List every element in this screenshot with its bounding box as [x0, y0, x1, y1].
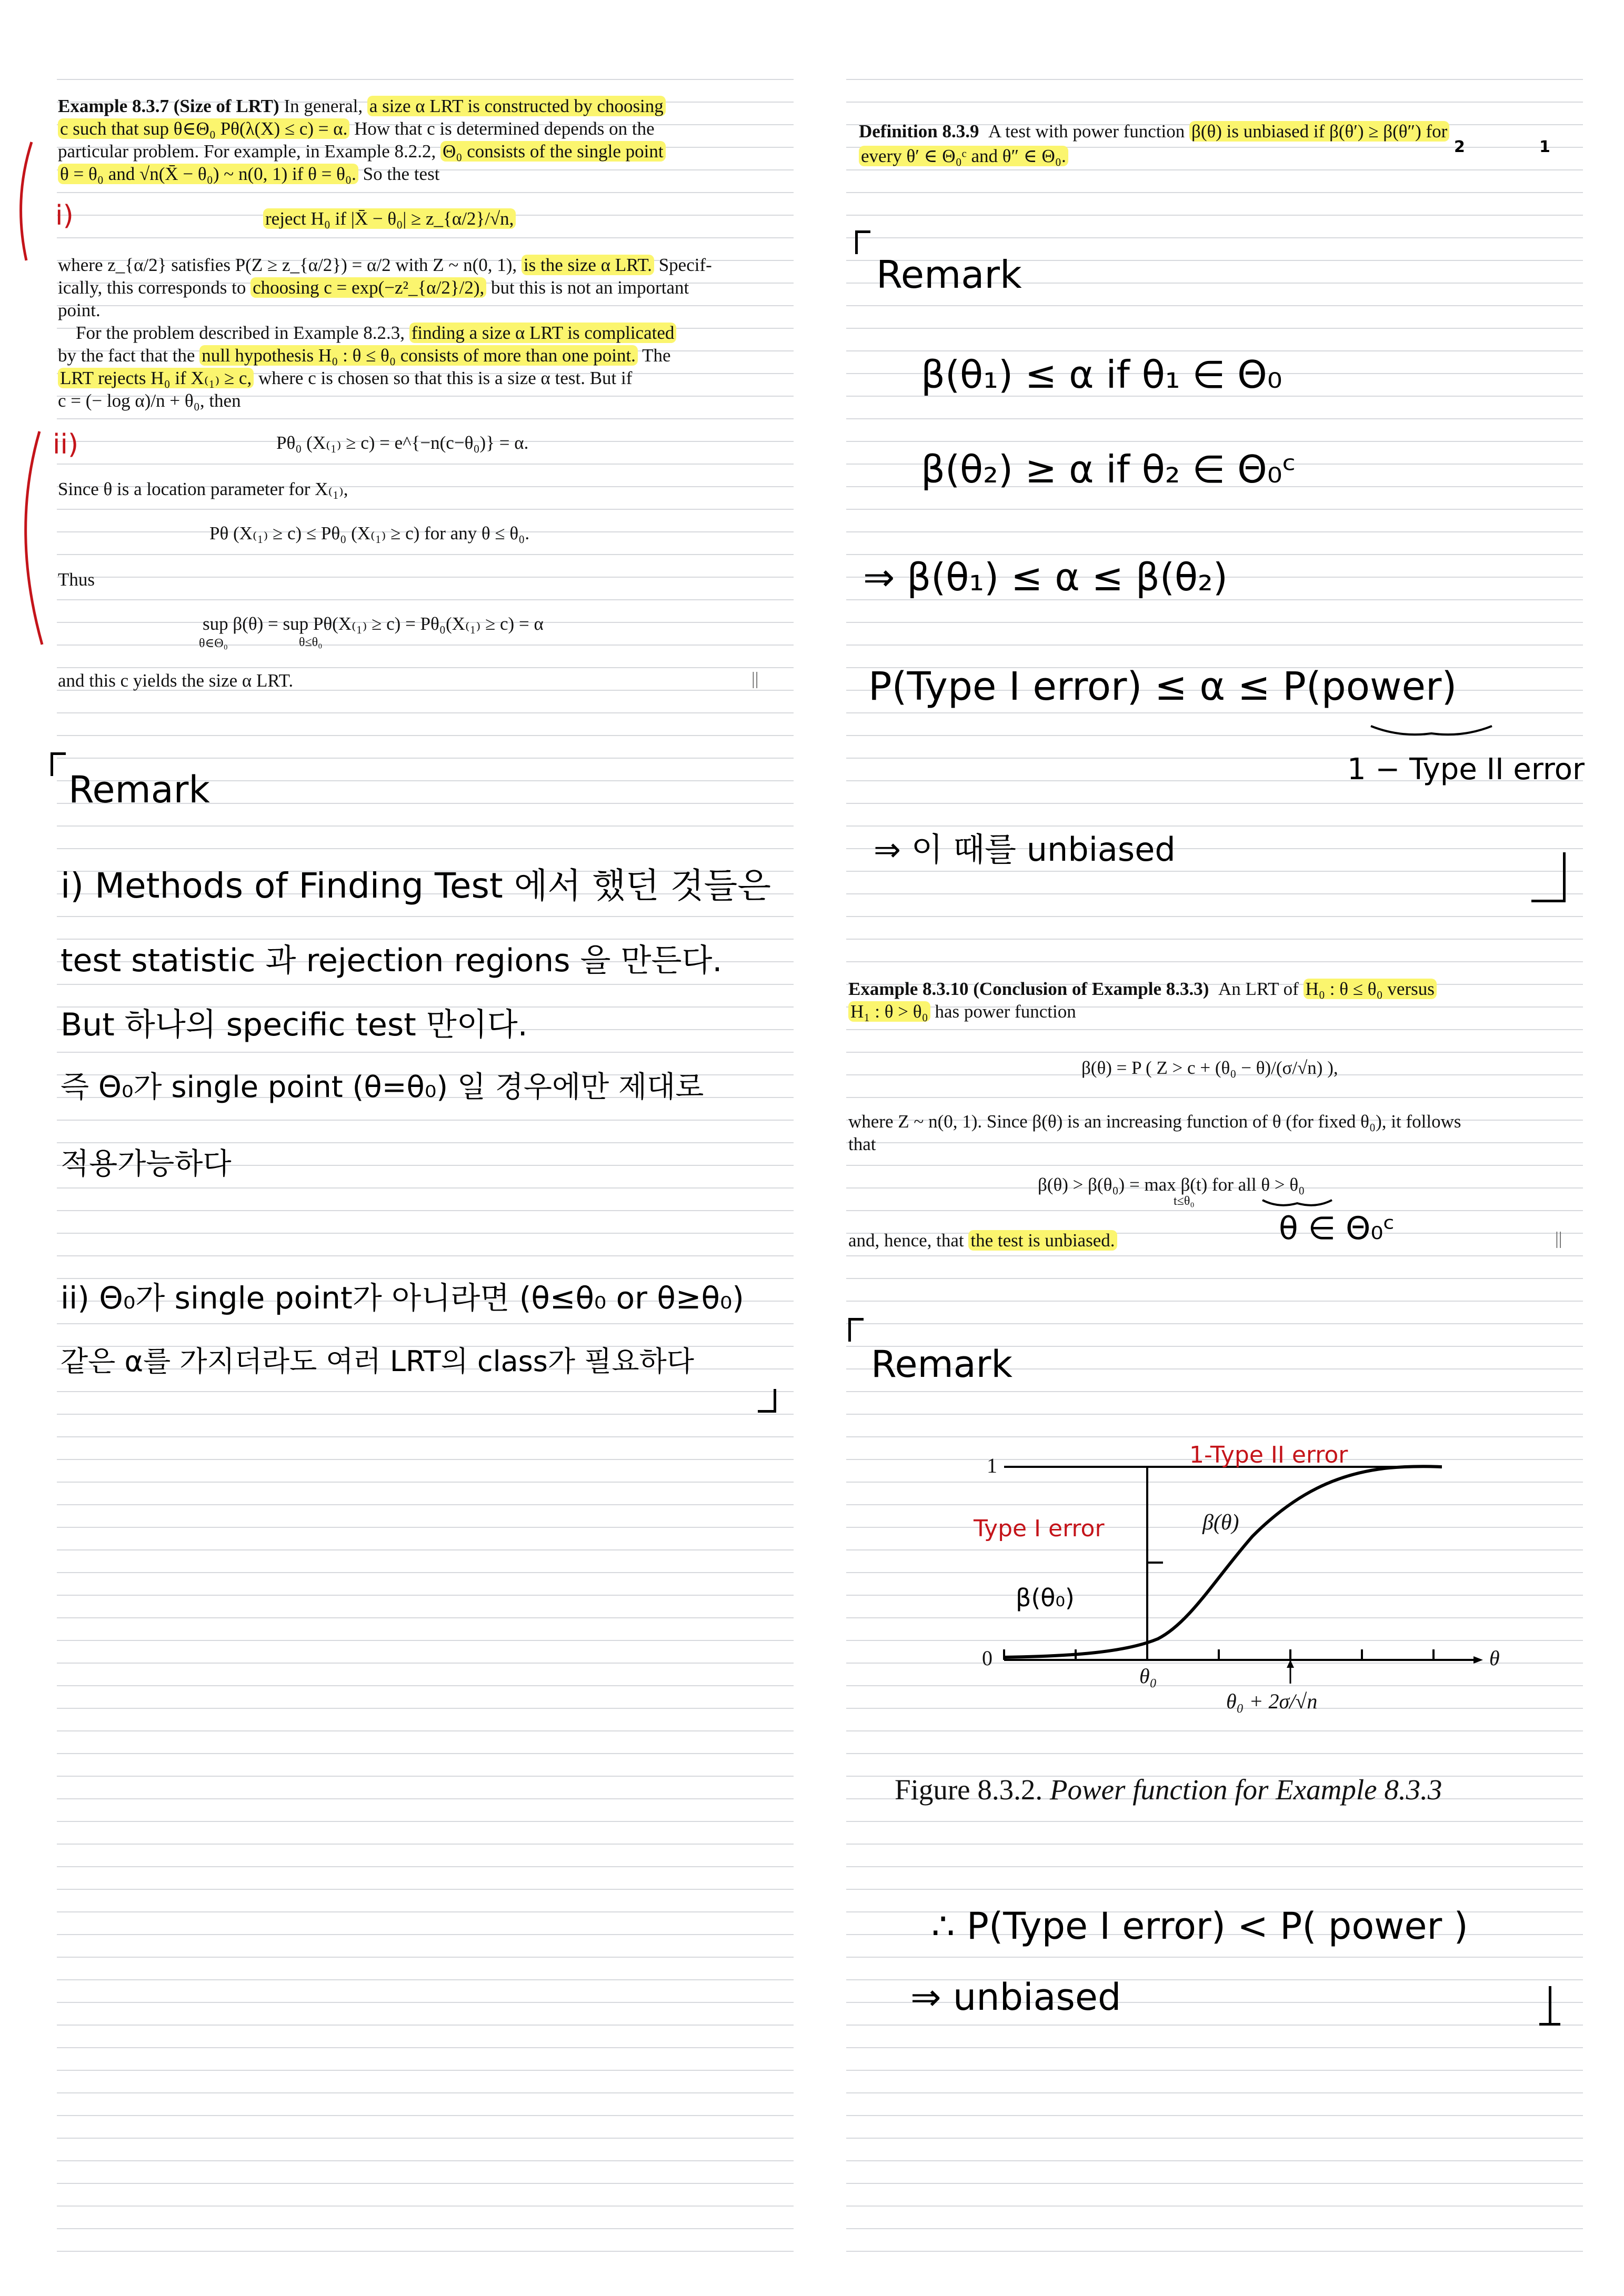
sup-subscript-1: θ∈Θ₀ [199, 637, 228, 650]
ruled-line [57, 916, 794, 917]
caption-text: Power function for Example 8.3.3 [1049, 1774, 1442, 1806]
ruled-line [846, 531, 1583, 532]
theta0-label: θ₀ [1139, 1664, 1157, 1688]
conclusion-line-1: ∴ P(Type I error) < P( power ) [931, 1905, 1468, 1948]
left-remark-line-1: i) Methods of Finding Test 에서 했던 것들은 [61, 865, 771, 906]
right-remark-2-title: Remark [871, 1343, 1013, 1386]
ruled-line [57, 237, 794, 238]
right-remark-1-line-3: ⇒ β(θ₁) ≤ α ≤ β(θ₂) [863, 555, 1228, 599]
ruled-line [846, 961, 1583, 962]
ruled-line [57, 1595, 794, 1596]
highlight: the test is unbiased. [968, 1230, 1117, 1251]
ruled-line [846, 102, 1583, 103]
highlight: a size α LRT is constructed by choosing [367, 96, 666, 116]
ruled-line [57, 735, 794, 736]
example-title: Example 8.3.7 (Size of LRT) [58, 96, 279, 116]
ruled-line [846, 1866, 1583, 1867]
ruled-line [57, 464, 794, 465]
ruled-line [57, 2047, 794, 2048]
ruled-line [57, 2251, 794, 2252]
ruled-line [846, 2092, 1583, 2093]
text: particular problem. For example, in Example 8.2.2, [58, 141, 436, 162]
end-of-example-mark: || [751, 669, 759, 689]
ruled-line [57, 2160, 794, 2161]
text: and, hence, that [848, 1230, 964, 1251]
ruled-line [846, 2115, 1583, 2116]
figure-caption [895, 1773, 1442, 1806]
ruled-line [846, 1821, 1583, 1822]
ruled-line [57, 1120, 794, 1121]
ruled-line [57, 2002, 794, 2003]
ruled-line [846, 1391, 1583, 1392]
ruled-line [846, 441, 1583, 442]
right-remark-1-line-1: β(θ₁) ≤ α if θ₁ ∈ Θ₀ [921, 353, 1282, 397]
text: A test with power function [988, 121, 1185, 142]
ruled-line [846, 622, 1583, 623]
ruled-line [57, 2025, 794, 2026]
ruled-line [846, 215, 1583, 216]
ruled-line [846, 939, 1583, 940]
text: Since θ is a location parameter for X₍₁₎, [58, 479, 348, 499]
ruled-line [846, 803, 1583, 804]
remark-corner-mark [848, 1318, 864, 1342]
ruled-line [846, 2070, 1583, 2071]
text: For the problem described in Example 8.2.3, [76, 323, 405, 343]
ruled-line [846, 1097, 1583, 1098]
ruled-line [57, 1187, 794, 1189]
red-bracket-1 [21, 142, 32, 260]
inequality-subscript: t≤θ₀ [1174, 1194, 1195, 1208]
power-underbrace [1368, 722, 1495, 743]
ruled-line [57, 1889, 794, 1890]
ruled-line [846, 237, 1583, 238]
location-text [58, 478, 348, 500]
ruled-line [846, 2160, 1583, 2161]
monotone-inequality: β(θ) > β(θ₀) = max β(t) for all θ > θ₀ [1038, 1174, 1305, 1195]
highlight: null hypothesis H₀ : θ ≤ θ₀ consists of more than one point. [199, 345, 638, 366]
ruled-line [57, 2138, 794, 2139]
power-equation: Pθ₀ (X₍₁₎ ≥ c) = e^{−n(c−θ₀)} = α. [276, 432, 529, 453]
left-remark-end-mark [758, 1389, 776, 1413]
ruled-line [846, 1414, 1583, 1415]
ruled-line [846, 2251, 1583, 2252]
ruled-line [846, 192, 1583, 193]
ruled-line [57, 418, 794, 419]
right-remark-1-line-6: ⇒ 이 때를 unbiased [874, 830, 1176, 869]
text: Specif- [658, 255, 712, 275]
theta0-plus-label: θ₀ + 2σ/√n [1226, 1689, 1318, 1713]
sup-subscript-2: θ≤θ₀ [299, 636, 323, 649]
text: An LRT of [1218, 979, 1299, 999]
right-remark-1-line-4: P(Type I error) ≤ α ≤ P(power) [868, 664, 1457, 709]
ruled-line [57, 2228, 794, 2229]
highlight: every θ′ ∈ Θ₀ᶜ and θ″ ∈ Θ₀. [859, 146, 1068, 166]
ruled-line [57, 2206, 794, 2207]
ruled-line [846, 2206, 1583, 2207]
example-8-3-10 [848, 978, 1585, 1023]
ruled-line [57, 1323, 794, 1324]
ruled-line [57, 1459, 794, 1460]
ruled-line [57, 1210, 794, 1211]
ruled-line [57, 1436, 794, 1437]
example-8-3-7 [58, 95, 763, 185]
left-remark-title: Remark [68, 768, 210, 811]
remark-corner-mark [51, 752, 66, 776]
ruled-line [57, 1233, 794, 1234]
ruled-line [846, 1957, 1583, 1958]
ruled-line [846, 2047, 1583, 2048]
ruled-line [846, 1844, 1583, 1845]
ruled-line [57, 1844, 794, 1845]
highlight: β(θ) is unbiased if β(θ′) ≥ β(θ″) for [1189, 121, 1449, 142]
ruled-line [57, 645, 794, 646]
ruled-line [57, 1663, 794, 1664]
definition-8-3-9 [859, 120, 1585, 167]
left-remark-line-3: But 하나의 specific test 만이다. [61, 1006, 528, 1043]
example-title: Example 8.3.10 (Conclusion of Example 8.3.3) [848, 979, 1209, 999]
ruled-line [57, 1979, 794, 1980]
highlight: Θ₀ consists of the single point [440, 141, 666, 162]
text: has power function [935, 1001, 1076, 1022]
ruled-line [846, 350, 1583, 351]
ruled-line [846, 418, 1583, 419]
ruled-line [846, 645, 1583, 646]
test-equation [263, 208, 516, 229]
ruled-line [846, 1255, 1583, 1256]
remark-corner-mark [855, 230, 870, 254]
x-axis-label: θ [1489, 1646, 1500, 1670]
end-of-example-mark: || [1555, 1229, 1562, 1248]
ruled-line [57, 79, 794, 80]
example-8-3-7-cont [58, 254, 763, 412]
ruled-line [846, 1278, 1583, 1279]
ruled-line [57, 1482, 794, 1483]
ruled-line [57, 2115, 794, 2116]
ruled-line [846, 509, 1583, 510]
ruled-line [57, 2183, 794, 2184]
text: The [642, 345, 671, 366]
ruled-line [57, 599, 794, 600]
y-label-one: 1 [987, 1454, 997, 1477]
ruled-line [846, 712, 1583, 713]
left-remark-line-2: test statistic 과 rejection regions 을 만든다. [61, 942, 723, 979]
type-one-error-note: Type I error [974, 1515, 1105, 1542]
ruled-line [57, 1776, 794, 1777]
text: In general, [284, 96, 363, 116]
for-all-underline [1260, 1197, 1334, 1211]
ruled-line [57, 712, 794, 713]
text: point. [58, 300, 101, 320]
text: by the fact that the [58, 345, 195, 366]
ruled-line [57, 1821, 794, 1822]
left-remark-line-5: 적용가능하다 [61, 1147, 232, 1181]
ruled-line [57, 1798, 794, 1799]
ruled-line [57, 1391, 794, 1392]
conclusion-text [58, 669, 293, 692]
ruled-line [846, 79, 1583, 80]
ruled-line [57, 1934, 794, 1935]
ruled-line [57, 1753, 794, 1754]
text: Thus [58, 569, 95, 590]
ruled-line [57, 509, 794, 510]
ruled-line [846, 2183, 1583, 2184]
y-label-zero: 0 [982, 1646, 993, 1670]
ruled-line [846, 305, 1583, 306]
ruled-line [57, 1572, 794, 1573]
highlight: LRT rejects H₀ if X₍₁₎ ≥ c, [58, 368, 254, 388]
ruled-line [57, 848, 794, 849]
ruled-line [846, 2228, 1583, 2229]
highlight: choosing c = exp(−z²_{α/2}/2), [250, 277, 486, 298]
ruled-line [57, 1708, 794, 1709]
right-remark-1-line-2: β(θ₂) ≥ α if θ₂ ∈ Θ₀ᶜ [921, 447, 1297, 491]
theta-complement-note: θ ∈ Θ₀ᶜ [1279, 1210, 1395, 1247]
sup-equation: sup β(θ) = sup Pθ(X₍₁₎ ≥ c) = Pθ₀(X₍₁₎ ≥ c) = α [203, 613, 544, 634]
ruled-line [846, 871, 1583, 872]
ruled-line [846, 1029, 1583, 1030]
ruled-line [846, 1301, 1583, 1302]
ruled-line [846, 328, 1583, 329]
highlight: H₁ : θ > θ₀ [848, 1001, 930, 1022]
conclusion-line-2: ⇒ unbiased [910, 1976, 1121, 2019]
ruled-line [57, 667, 794, 668]
ruled-line [57, 554, 794, 555]
ruled-line [57, 1527, 794, 1528]
text: So the test [363, 164, 440, 184]
ruled-line [57, 1617, 794, 1618]
type-two-error-note: 1-Type II error [1189, 1442, 1348, 1468]
location-equation: Pθ (X₍₁₎ ≥ c) ≤ Pθ₀ (X₍₁₎ ≥ c) for any θ ≤ θ₀. [209, 523, 530, 543]
ruled-line [57, 1414, 794, 1415]
margin-label-i: i) [55, 200, 74, 231]
ruled-line [57, 2092, 794, 2093]
example-8-3-10-conclusion [848, 1229, 1117, 1252]
ruled-line [57, 1640, 794, 1641]
ruled-line [57, 1255, 794, 1256]
highlight: c such that sup θ∈Θ₀ Pθ(λ(X) ≤ c) = α. [58, 118, 349, 139]
arrow-head [1287, 1660, 1294, 1668]
ruled-line [57, 1730, 794, 1731]
ruled-line [57, 1957, 794, 1958]
beta-theta0-note: β(θ₀) [1016, 1584, 1075, 1612]
ruled-line [846, 1323, 1583, 1324]
ruled-line [846, 169, 1583, 170]
ruled-line [57, 1911, 794, 1912]
ruled-line [57, 984, 794, 985]
right-remark-1-line-5: 1 − Type II error [1347, 752, 1585, 787]
text: where Z ~ n(0, 1). Since β(θ) is an increasing function of θ (for fixed θ₀), it follows [848, 1111, 1461, 1132]
highlight: finding a size α LRT is complicated [409, 323, 677, 343]
ruled-line [57, 1052, 794, 1053]
ruled-line [57, 192, 794, 193]
text: c = (− log α)/n + θ₀, then [58, 390, 241, 411]
ruled-line [57, 577, 794, 578]
ruled-line [57, 1504, 794, 1505]
text: ically, this corresponds to [58, 277, 246, 298]
ruled-line [57, 1549, 794, 1550]
ruled-line [57, 825, 794, 827]
power-function-equation: β(θ) = P ( Z > c + (θ₀ − θ)/(σ/√n) ), [1081, 1058, 1338, 1078]
ruled-line [57, 758, 794, 759]
highlight: reject H₀ if |X̄ − θ₀| ≥ z_{α/2}/√n, [263, 208, 516, 229]
ruled-line [846, 1052, 1583, 1053]
x-axis-arrowhead [1473, 1656, 1483, 1664]
ruled-line [57, 1866, 794, 1867]
left-remark-line-4: 즉 Θ₀가 single point (θ=θ₀) 일 경우에만 제대로 [61, 1070, 704, 1104]
ruled-line [846, 916, 1583, 917]
red-bracket-2 [26, 431, 42, 645]
text: that [848, 1134, 876, 1154]
ruled-line [846, 1889, 1583, 1890]
ruled-line [846, 2138, 1583, 2139]
right-remark-1-title: Remark [876, 253, 1022, 297]
remark-end-mark [1531, 852, 1566, 902]
text: where c is chosen so that this is a size α test. But if [258, 368, 633, 388]
curve-label: β(θ) [1202, 1510, 1239, 1535]
highlight: H₀ : θ ≤ θ₀ versus [1304, 979, 1437, 999]
highlight: θ = θ₀ and √n(X̄ − θ₀) ~ n(0, 1) if θ = θ₀. [58, 164, 358, 184]
text: but this is not an important [491, 277, 689, 298]
left-remark-line-6: ii) Θ₀가 single point가 아니라면 (θ≤θ₀ or θ≥θ₀) [61, 1280, 744, 1316]
beta-curve [1004, 1466, 1442, 1657]
power-function-figure [968, 1436, 1516, 1731]
ruled-line [846, 1753, 1583, 1754]
text: where z_{α/2} satisfies P(Z ≥ z_{α/2}) = α/2 with Z ~ n(0, 1), [58, 255, 517, 275]
ruled-line [846, 1165, 1583, 1166]
ruled-line [57, 2070, 794, 2071]
definition-note-1: 1 [1539, 138, 1550, 156]
caption-label: Figure 8.3.2. [895, 1774, 1043, 1806]
margin-label-ii: ii) [53, 429, 79, 460]
remark-end-mark [1539, 1986, 1560, 2026]
highlight: is the size α LRT. [522, 255, 654, 275]
ruled-line [846, 599, 1583, 600]
text: and this c yields the size α LRT. [58, 670, 294, 691]
ruled-line [846, 1210, 1583, 1211]
definition-title: Definition 8.3.9 [859, 121, 979, 142]
text: How that c is determined depends on the [354, 118, 655, 139]
ruled-line [846, 2025, 1583, 2026]
ruled-line [846, 893, 1583, 894]
definition-note-2: 2 [1454, 138, 1465, 156]
example-8-3-10-body [848, 1110, 1585, 1155]
ruled-line [57, 1685, 794, 1686]
left-remark-line-7: 같은 α를 가지더라도 여러 LRT의 class가 필요하다 [61, 1345, 694, 1378]
